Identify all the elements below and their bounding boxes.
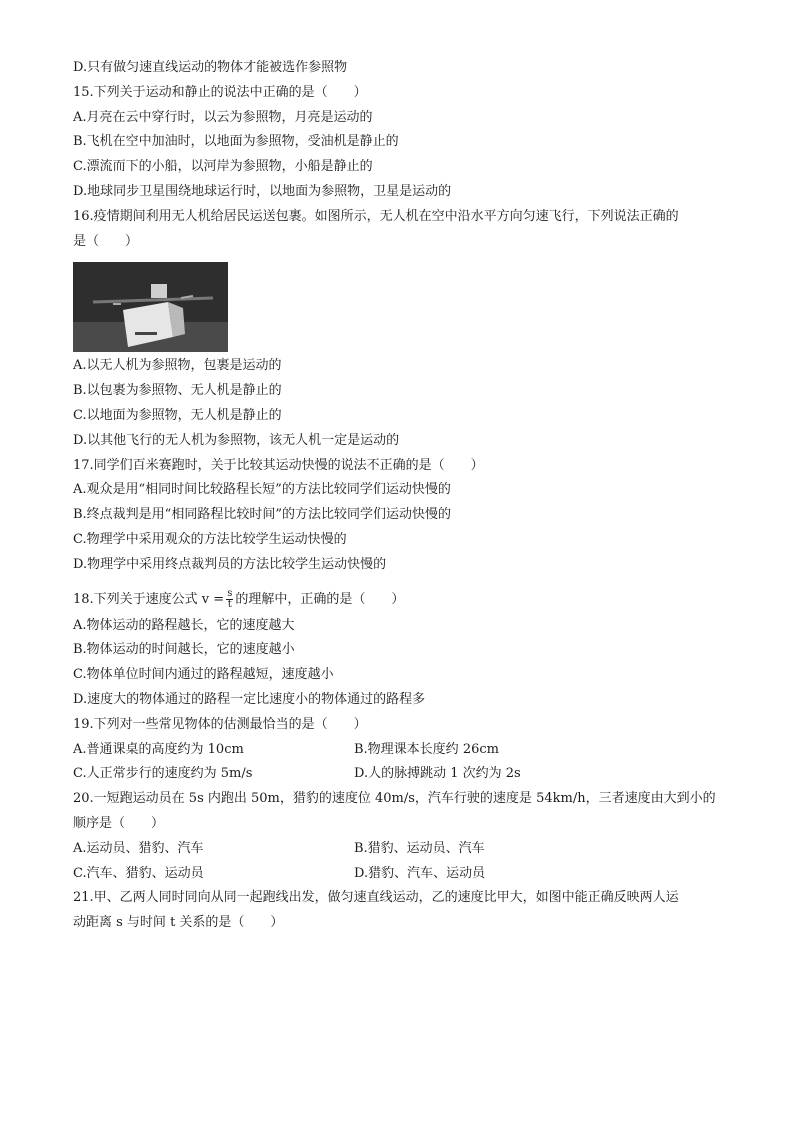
q17-option-d: D.物理学中采用终点裁判员的方法比较学生运动快慢的 <box>73 556 387 572</box>
q17-option-c: C.物理学中采用观众的方法比较学生运动快慢的 <box>73 531 347 547</box>
q19-option-b: B.物理课本长度约 26cm <box>354 741 499 757</box>
q15-option-d: D.地球同步卫星围绕地球运行时，以地面为参照物，卫星是运动的 <box>73 183 452 199</box>
fraction-denominator: t <box>227 598 232 610</box>
q16-option-d: D.以其他飞行的无人机为参照物，该无人机一定是运动的 <box>73 432 400 448</box>
q20-options-row2 <box>73 866 733 891</box>
q15-option-c: C.漂流而下的小船，以河岸为参照物，小船是静止的 <box>73 159 373 175</box>
q17-option-b: B.终点裁判是用“相同路程比较时间”的方法比较同学们运动快慢的 <box>73 507 451 523</box>
q18-option-c: C.物体单位时间内通过的路程越短，速度越小 <box>73 667 334 683</box>
q21-stem-line2: 动距离 s 与时间 t 关系的是（ ） <box>73 915 284 931</box>
speed-formula-fraction <box>226 589 233 610</box>
q20-options-row1 <box>73 841 733 866</box>
q16-option-a: A.以无人机为参照物，包裹是运动的 <box>73 358 282 374</box>
q18-stem-suffix: 的理解中，正确的是（ ） <box>235 591 405 607</box>
q18-option-b: B.物体运动的时间越长，它的速度越小 <box>73 642 295 658</box>
q16-stem-line1: 16.疫情期间利用无人机给居民运送包裹。如图所示，无人机在空中沿水平方向匀速飞行，下列说法正确的 <box>73 208 679 224</box>
q19-options-row2 <box>73 766 733 791</box>
exam-page <box>73 60 733 940</box>
q20-stem-line2: 顺序是（ ） <box>73 815 165 831</box>
q21-stem-line1: 21.甲、乙两人同时同向从同一起跑线出发，做匀速直线运动，乙的速度比甲大，如图中能正确反映两人运 <box>73 890 679 906</box>
q18-option-d: D.速度大的物体通过的路程一定比速度小的物体通过的路程多 <box>73 691 426 707</box>
q16-stem-line2: 是（ ） <box>73 233 139 249</box>
q19-options-row1 <box>73 742 733 767</box>
q18-option-a: A.物体运动的路程越长，它的速度越大 <box>73 617 295 633</box>
q19-option-d: D.人的脉搏跳动 1 次约为 2s <box>354 766 521 782</box>
q19-option-a: A.普通课桌的高度约为 10cm <box>73 741 244 757</box>
q18-stem-prefix: 18.下列关于速度公式 v = <box>73 591 225 607</box>
q20-option-c: C.汽车、猎豹、运动员 <box>73 865 204 881</box>
drone-package-photo <box>73 262 228 352</box>
q17-stem: 17.同学们百米赛跑时，关于比较其运动快慢的说法不正确的是（ ） <box>73 457 484 473</box>
q17-option-a: A.观众是用“相同时间比较路程长短”的方法比较同学们运动快慢的 <box>73 482 451 498</box>
q15-stem: 15.下列关于运动和静止的说法中正确的是（ ） <box>73 84 367 100</box>
q20-stem-line1: 20.一短跑运动员在 5s 内跑出 50m，猎豹的速度位 40m/s，汽车行驶的速度是 54km/h，三者速度由大到小的 <box>73 791 716 807</box>
q19-stem: 19.下列对一些常见物体的估测最恰当的是（ ） <box>73 716 367 732</box>
q20-option-b: B.猎豹、运动员、汽车 <box>354 840 485 856</box>
q16-option-c: C.以地面为参照物，无人机是静止的 <box>73 407 282 423</box>
q15-option-a: A.月亮在云中穿行时，以云为参照物，月亮是运动的 <box>73 109 373 125</box>
q18-stem <box>73 582 733 618</box>
q15-option-b: B.飞机在空中加油时，以地面为参照物，受油机是静止的 <box>73 134 399 150</box>
q16-option-b: B.以包裹为参照物、无人机是静止的 <box>73 383 282 399</box>
q14-option-d: D.只有做匀速直线运动的物体才能被选作参照物 <box>73 60 348 75</box>
q19-option-c: C.人正常步行的速度约为 5m/s <box>73 766 253 782</box>
q20-option-a: A.运动员、猎豹、汽车 <box>73 840 204 856</box>
q20-option-d: D.猎豹、汽车、运动员 <box>354 865 486 881</box>
fraction-numerator: s <box>227 587 233 599</box>
